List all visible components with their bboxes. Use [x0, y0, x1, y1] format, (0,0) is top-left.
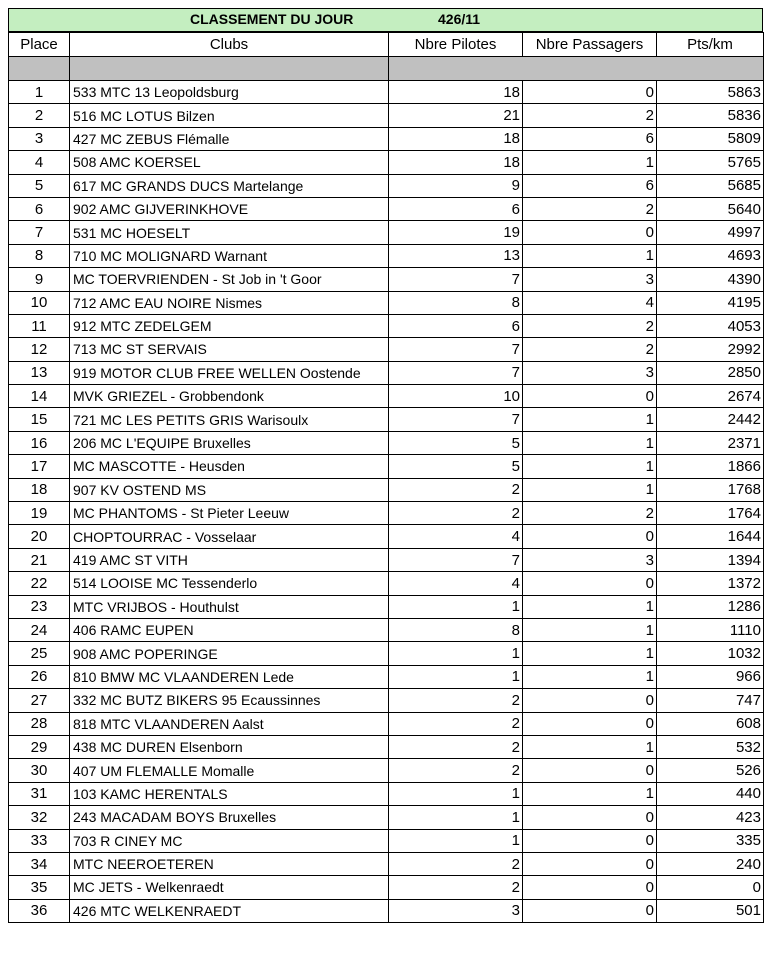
- table-row: [9, 361, 764, 384]
- table-row: [9, 502, 764, 525]
- place-cell: 1: [9, 81, 70, 104]
- place-cell: 15: [9, 408, 70, 431]
- points-cell: 2442: [657, 408, 764, 431]
- passagers-cell: 0: [523, 221, 657, 244]
- place-cell: 8: [9, 244, 70, 267]
- table-row: [9, 829, 764, 852]
- club-cell: 332 MC BUTZ BIKERS 95 Ecaussinnes: [70, 689, 389, 712]
- passagers-cell: 0: [523, 712, 657, 735]
- club-cell: 908 AMC POPERINGE: [70, 642, 389, 665]
- passagers-cell: 1: [523, 478, 657, 501]
- place-cell: 23: [9, 595, 70, 618]
- club-cell: CHOPTOURRAC - Vosselaar: [70, 525, 389, 548]
- pilotes-cell: 8: [389, 291, 523, 314]
- passagers-cell: 1: [523, 455, 657, 478]
- club-cell: 919 MOTOR CLUB FREE WELLEN Oostende: [70, 361, 389, 384]
- club-cell: 206 MC L'EQUIPE Bruxelles: [70, 431, 389, 454]
- table-row: [9, 595, 764, 618]
- place-cell: 30: [9, 759, 70, 782]
- table-row: [9, 478, 764, 501]
- separator-cell: [657, 57, 764, 81]
- separator-cell: [523, 57, 657, 81]
- passagers-cell: 0: [523, 572, 657, 595]
- table-row: [9, 665, 764, 688]
- table-row: [9, 642, 764, 665]
- place-cell: 32: [9, 806, 70, 829]
- pilotes-cell: 1: [389, 665, 523, 688]
- table-row: [9, 759, 764, 782]
- club-cell: 438 MC DUREN Elsenborn: [70, 735, 389, 758]
- points-cell: 5863: [657, 81, 764, 104]
- table-row: [9, 806, 764, 829]
- place-cell: 9: [9, 268, 70, 291]
- club-cell: 712 AMC EAU NOIRE Nismes: [70, 291, 389, 314]
- passagers-cell: 2: [523, 104, 657, 127]
- points-cell: 423: [657, 806, 764, 829]
- place-cell: 16: [9, 431, 70, 454]
- passagers-cell: 3: [523, 548, 657, 571]
- pilotes-cell: 6: [389, 197, 523, 220]
- passagers-cell: 1: [523, 642, 657, 665]
- table-row: [9, 712, 764, 735]
- table-row: [9, 221, 764, 244]
- passagers-cell: 1: [523, 618, 657, 641]
- place-cell: 33: [9, 829, 70, 852]
- place-cell: 7: [9, 221, 70, 244]
- points-cell: 1768: [657, 478, 764, 501]
- place-cell: 29: [9, 735, 70, 758]
- place-cell: 5: [9, 174, 70, 197]
- passagers-cell: 0: [523, 876, 657, 899]
- table-row: [9, 408, 764, 431]
- passagers-cell: 1: [523, 408, 657, 431]
- passagers-cell: 3: [523, 268, 657, 291]
- club-cell: 531 MC HOESELT: [70, 221, 389, 244]
- pilotes-cell: 3: [389, 899, 523, 922]
- club-cell: MC TOERVRIENDEN - St Job in 't Goor: [70, 268, 389, 291]
- passagers-cell: 3: [523, 361, 657, 384]
- passagers-cell: 2: [523, 197, 657, 220]
- table-row: [9, 151, 764, 174]
- place-cell: 18: [9, 478, 70, 501]
- place-cell: 27: [9, 689, 70, 712]
- club-cell: MTC VRIJBOS - Houthulst: [70, 595, 389, 618]
- club-cell: 912 MTC ZEDELGEM: [70, 314, 389, 337]
- club-cell: 508 AMC KOERSEL: [70, 151, 389, 174]
- column-header-pilotes: Nbre Pilotes: [389, 33, 523, 57]
- passagers-cell: 0: [523, 385, 657, 408]
- table-row: [9, 689, 764, 712]
- separator-row: [9, 57, 764, 81]
- passagers-cell: 0: [523, 525, 657, 548]
- club-cell: 243 MACADAM BOYS Bruxelles: [70, 806, 389, 829]
- pilotes-cell: 4: [389, 572, 523, 595]
- points-cell: 747: [657, 689, 764, 712]
- points-cell: 1644: [657, 525, 764, 548]
- pilotes-cell: 7: [389, 408, 523, 431]
- points-cell: 4390: [657, 268, 764, 291]
- pilotes-cell: 13: [389, 244, 523, 267]
- ranking-date: 426/11: [438, 11, 481, 27]
- place-cell: 35: [9, 876, 70, 899]
- ranking-table: [8, 32, 764, 923]
- column-header-points: Pts/km: [657, 33, 764, 57]
- points-cell: 2371: [657, 431, 764, 454]
- header-row: [9, 33, 764, 57]
- pilotes-cell: 7: [389, 268, 523, 291]
- passagers-cell: 0: [523, 852, 657, 875]
- club-cell: MC JETS - Welkenraedt: [70, 876, 389, 899]
- points-cell: 1110: [657, 618, 764, 641]
- club-cell: MVK GRIEZEL - Grobbendonk: [70, 385, 389, 408]
- pilotes-cell: 7: [389, 338, 523, 361]
- title-bar: [8, 8, 763, 32]
- table-row: [9, 197, 764, 220]
- club-cell: 103 KAMC HERENTALS: [70, 782, 389, 805]
- points-cell: 966: [657, 665, 764, 688]
- place-cell: 2: [9, 104, 70, 127]
- club-cell: 713 MC ST SERVAIS: [70, 338, 389, 361]
- pilotes-cell: 7: [389, 548, 523, 571]
- passagers-cell: 0: [523, 899, 657, 922]
- pilotes-cell: 2: [389, 478, 523, 501]
- points-cell: 4053: [657, 314, 764, 337]
- place-cell: 14: [9, 385, 70, 408]
- club-cell: 721 MC LES PETITS GRIS Warisoulx: [70, 408, 389, 431]
- points-cell: 1394: [657, 548, 764, 571]
- table-row: [9, 852, 764, 875]
- place-cell: 19: [9, 502, 70, 525]
- pilotes-cell: 2: [389, 712, 523, 735]
- pilotes-cell: 2: [389, 852, 523, 875]
- points-cell: 2674: [657, 385, 764, 408]
- points-cell: 1372: [657, 572, 764, 595]
- club-cell: 406 RAMC EUPEN: [70, 618, 389, 641]
- table-row: [9, 81, 764, 104]
- table-row: [9, 572, 764, 595]
- place-cell: 24: [9, 618, 70, 641]
- table-row: [9, 104, 764, 127]
- points-cell: 4997: [657, 221, 764, 244]
- pilotes-cell: 18: [389, 151, 523, 174]
- points-cell: 5685: [657, 174, 764, 197]
- column-header-passagers: Nbre Passagers: [523, 33, 657, 57]
- pilotes-cell: 1: [389, 829, 523, 852]
- pilotes-cell: 2: [389, 502, 523, 525]
- table-row: [9, 314, 764, 337]
- club-cell: 818 MTC VLAANDEREN Aalst: [70, 712, 389, 735]
- ranking-sheet: [8, 8, 763, 923]
- passagers-cell: 1: [523, 735, 657, 758]
- club-cell: MC PHANTOMS - St Pieter Leeuw: [70, 502, 389, 525]
- passagers-cell: 1: [523, 244, 657, 267]
- separator-cell: [70, 57, 389, 81]
- pilotes-cell: 1: [389, 642, 523, 665]
- passagers-cell: 0: [523, 81, 657, 104]
- place-cell: 4: [9, 151, 70, 174]
- points-cell: 501: [657, 899, 764, 922]
- points-cell: 240: [657, 852, 764, 875]
- club-cell: 902 AMC GIJVERINKHOVE: [70, 197, 389, 220]
- passagers-cell: 1: [523, 782, 657, 805]
- passagers-cell: 1: [523, 595, 657, 618]
- pilotes-cell: 7: [389, 361, 523, 384]
- club-cell: 810 BMW MC VLAANDEREN Lede: [70, 665, 389, 688]
- club-cell: 710 MC MOLIGNARD Warnant: [70, 244, 389, 267]
- pilotes-cell: 4: [389, 525, 523, 548]
- table-row: [9, 338, 764, 361]
- column-header-clubs: Clubs: [70, 33, 389, 57]
- place-cell: 36: [9, 899, 70, 922]
- place-cell: 31: [9, 782, 70, 805]
- pilotes-cell: 2: [389, 735, 523, 758]
- points-cell: 5640: [657, 197, 764, 220]
- points-cell: 4693: [657, 244, 764, 267]
- club-cell: 533 MTC 13 Leopoldsburg: [70, 81, 389, 104]
- points-cell: 1866: [657, 455, 764, 478]
- pilotes-cell: 1: [389, 782, 523, 805]
- place-cell: 10: [9, 291, 70, 314]
- place-cell: 28: [9, 712, 70, 735]
- place-cell: 25: [9, 642, 70, 665]
- passagers-cell: 2: [523, 314, 657, 337]
- table-row: [9, 899, 764, 922]
- pilotes-cell: 10: [389, 385, 523, 408]
- passagers-cell: 1: [523, 665, 657, 688]
- points-cell: 0: [657, 876, 764, 899]
- passagers-cell: 0: [523, 806, 657, 829]
- place-cell: 6: [9, 197, 70, 220]
- place-cell: 21: [9, 548, 70, 571]
- passagers-cell: 0: [523, 689, 657, 712]
- pilotes-cell: 9: [389, 174, 523, 197]
- table-row: [9, 127, 764, 150]
- passagers-cell: 6: [523, 174, 657, 197]
- points-cell: 440: [657, 782, 764, 805]
- club-cell: 907 KV OSTEND MS: [70, 478, 389, 501]
- club-cell: 514 LOOISE MC Tessenderlo: [70, 572, 389, 595]
- points-cell: 2850: [657, 361, 764, 384]
- separator-cell: [389, 57, 523, 81]
- pilotes-cell: 1: [389, 595, 523, 618]
- place-cell: 22: [9, 572, 70, 595]
- passagers-cell: 2: [523, 338, 657, 361]
- pilotes-cell: 8: [389, 618, 523, 641]
- pilotes-cell: 1: [389, 806, 523, 829]
- passagers-cell: 6: [523, 127, 657, 150]
- table-row: [9, 876, 764, 899]
- place-cell: 17: [9, 455, 70, 478]
- points-cell: 608: [657, 712, 764, 735]
- club-cell: 426 MTC WELKENRAEDT: [70, 899, 389, 922]
- table-row: [9, 174, 764, 197]
- place-cell: 3: [9, 127, 70, 150]
- points-cell: 1764: [657, 502, 764, 525]
- table-row: [9, 548, 764, 571]
- pilotes-cell: 5: [389, 431, 523, 454]
- pilotes-cell: 6: [389, 314, 523, 337]
- table-row: [9, 385, 764, 408]
- club-cell: 617 MC GRANDS DUCS Martelange: [70, 174, 389, 197]
- club-cell: 419 AMC ST VITH: [70, 548, 389, 571]
- passagers-cell: 0: [523, 829, 657, 852]
- table-row: [9, 455, 764, 478]
- place-cell: 11: [9, 314, 70, 337]
- club-cell: MTC NEEROETEREN: [70, 852, 389, 875]
- points-cell: 5809: [657, 127, 764, 150]
- pilotes-cell: 18: [389, 127, 523, 150]
- place-cell: 34: [9, 852, 70, 875]
- place-cell: 20: [9, 525, 70, 548]
- place-cell: 26: [9, 665, 70, 688]
- points-cell: 1286: [657, 595, 764, 618]
- points-cell: 5765: [657, 151, 764, 174]
- points-cell: 526: [657, 759, 764, 782]
- pilotes-cell: 2: [389, 876, 523, 899]
- place-cell: 12: [9, 338, 70, 361]
- club-cell: 703 R CINEY MC: [70, 829, 389, 852]
- points-cell: 4195: [657, 291, 764, 314]
- pilotes-cell: 2: [389, 759, 523, 782]
- club-cell: 516 MC LOTUS Bilzen: [70, 104, 389, 127]
- pilotes-cell: 21: [389, 104, 523, 127]
- pilotes-cell: 18: [389, 81, 523, 104]
- table-row: [9, 431, 764, 454]
- pilotes-cell: 19: [389, 221, 523, 244]
- passagers-cell: 4: [523, 291, 657, 314]
- table-row: [9, 291, 764, 314]
- separator-cell: [9, 57, 70, 81]
- club-cell: 407 UM FLEMALLE Momalle: [70, 759, 389, 782]
- table-row: [9, 244, 764, 267]
- passagers-cell: 0: [523, 759, 657, 782]
- points-cell: 335: [657, 829, 764, 852]
- pilotes-cell: 5: [389, 455, 523, 478]
- table-row: [9, 618, 764, 641]
- table-row: [9, 735, 764, 758]
- points-cell: 532: [657, 735, 764, 758]
- page-title: CLASSEMENT DU JOUR: [190, 11, 354, 27]
- column-header-place: Place: [9, 33, 70, 57]
- pilotes-cell: 2: [389, 689, 523, 712]
- table-row: [9, 525, 764, 548]
- table-row: [9, 268, 764, 291]
- points-cell: 1032: [657, 642, 764, 665]
- passagers-cell: 1: [523, 431, 657, 454]
- points-cell: 2992: [657, 338, 764, 361]
- club-cell: MC MASCOTTE - Heusden: [70, 455, 389, 478]
- points-cell: 5836: [657, 104, 764, 127]
- place-cell: 13: [9, 361, 70, 384]
- passagers-cell: 1: [523, 151, 657, 174]
- table-row: [9, 782, 764, 805]
- club-cell: 427 MC ZEBUS Flémalle: [70, 127, 389, 150]
- passagers-cell: 2: [523, 502, 657, 525]
